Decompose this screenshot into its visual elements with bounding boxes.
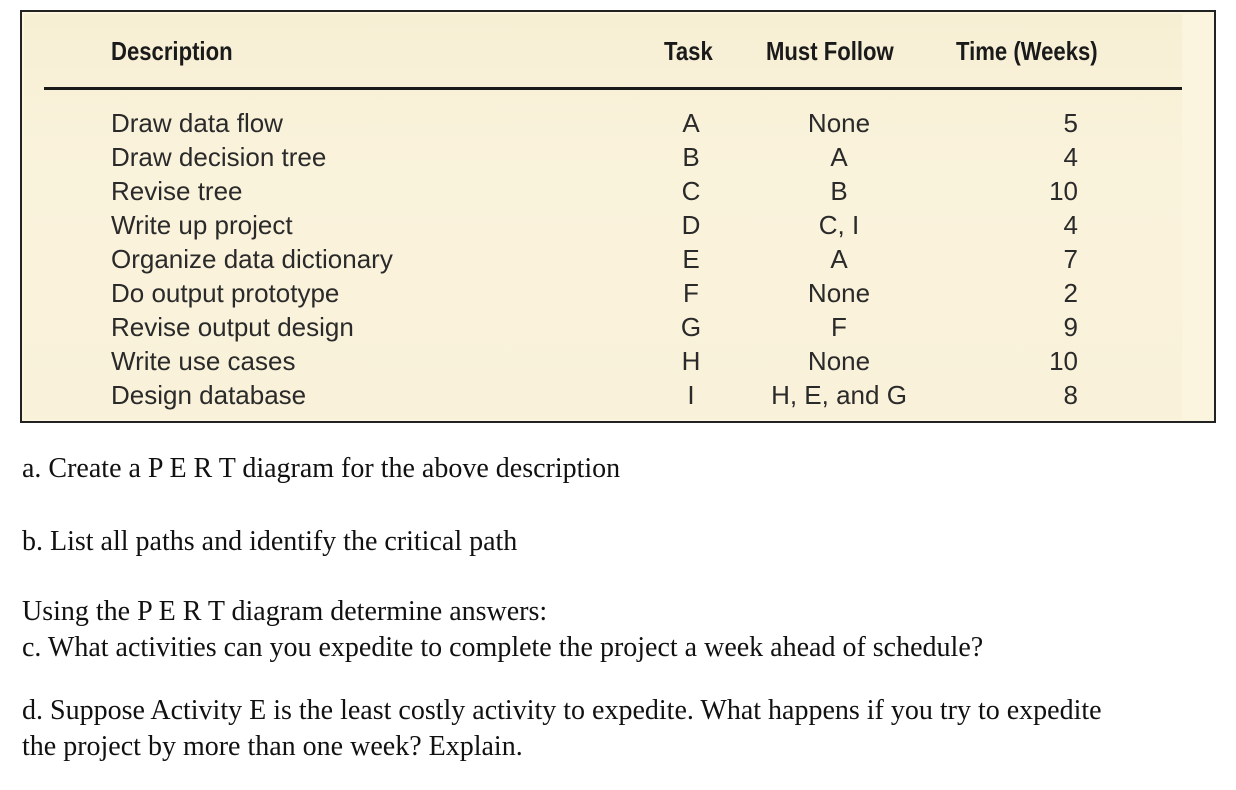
table-row [24, 208, 1182, 242]
task-cell: A [682, 108, 700, 138]
task-cell: H [681, 346, 701, 376]
table-row [24, 310, 1182, 344]
table-row [24, 106, 1182, 140]
header-task: Task [664, 36, 713, 66]
table-row [24, 140, 1182, 174]
question-d-line2: the project by more than one week? Explain. [22, 731, 523, 762]
question-c: c. What activities can you expedite to complete the project a week ahead of schedule? [22, 632, 984, 663]
task-cell: D [681, 210, 701, 240]
header-must-follow: Must Follow [766, 36, 894, 66]
time-cell: 4 [1063, 142, 1078, 172]
table-background [24, 14, 1182, 419]
task-cell: C [681, 176, 701, 206]
must-follow-cell: None [807, 346, 871, 376]
question-b: b. List all paths and identify the critical path [22, 526, 518, 557]
time-cell: 9 [1063, 312, 1078, 342]
task-cell: G [680, 312, 702, 342]
question-d-line1: d. Suppose Activity E is the least costly activity to expedite. What happens if you try to expedite [22, 695, 1102, 726]
must-follow-cell: A [830, 244, 848, 274]
must-follow-cell: C, I [818, 210, 860, 240]
time-cell: 7 [1063, 244, 1078, 274]
must-follow-cell: None [807, 108, 871, 138]
question-intro: Using the P E R T diagram determine answers: [22, 596, 548, 627]
time-cell: 2 [1063, 278, 1078, 308]
table-row [24, 174, 1182, 208]
table-body [24, 106, 1182, 412]
time-cell: 5 [1063, 108, 1078, 138]
table-row [24, 242, 1182, 276]
description-cell: Draw data flow [111, 108, 283, 138]
must-follow-cell: None [807, 278, 871, 308]
description-cell: Do output prototype [111, 278, 340, 308]
task-cell: B [682, 142, 700, 172]
header-divider [44, 87, 1182, 90]
time-cell: 10 [1049, 346, 1078, 376]
must-follow-cell: B [830, 176, 848, 206]
header-description: Description [111, 36, 233, 66]
must-follow-cell: F [831, 312, 847, 342]
table-row [24, 344, 1182, 378]
task-cell: F [683, 278, 699, 308]
must-follow-cell: A [830, 142, 848, 172]
description-cell: Organize data dictionary [111, 244, 393, 274]
table-row [24, 378, 1182, 412]
task-cell: I [687, 380, 695, 410]
description-cell: Write up project [111, 210, 293, 240]
task-cell: E [682, 244, 700, 274]
task-table [20, 10, 1216, 423]
question-a: a. Create a P E R T diagram for the above description [22, 453, 621, 484]
description-cell: Design database [111, 380, 307, 410]
time-cell: 10 [1049, 176, 1078, 206]
description-cell: Revise output design [111, 312, 354, 342]
description-cell: Draw decision tree [111, 142, 327, 172]
description-cell: Write use cases [111, 346, 296, 376]
time-cell: 8 [1063, 380, 1078, 410]
table-row [24, 276, 1182, 310]
must-follow-cell: H, E, and G [771, 380, 907, 410]
header-time: Time (Weeks) [956, 36, 1098, 66]
description-cell: Revise tree [111, 176, 243, 206]
time-cell: 4 [1063, 210, 1078, 240]
